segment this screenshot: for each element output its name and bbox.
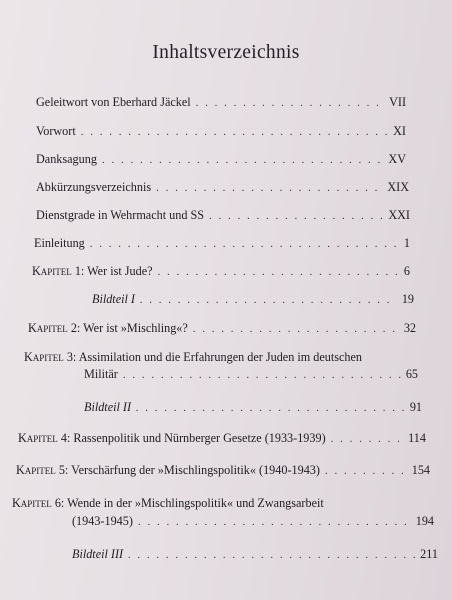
toc-entry-label-continued: (1943-1945) bbox=[72, 514, 133, 528]
leader-dots bbox=[128, 547, 415, 564]
toc-entry bbox=[72, 513, 434, 531]
toc-entry-label: Dienstgrade in Wehrmacht und SS bbox=[36, 208, 205, 222]
chapter-number: Kapitel 3: bbox=[24, 350, 77, 364]
chapter-number: Kapitel 2: bbox=[28, 321, 81, 335]
toc-entry bbox=[28, 320, 416, 338]
toc-entry bbox=[92, 291, 414, 309]
toc-entry-page: VII bbox=[389, 95, 406, 109]
toc-entry bbox=[36, 123, 406, 141]
toc-entry bbox=[18, 430, 426, 448]
page-title: Inhaltsverzeichnis bbox=[152, 42, 300, 63]
leader-dots bbox=[193, 321, 399, 338]
leader-dots bbox=[136, 400, 405, 417]
toc-entry bbox=[32, 263, 410, 281]
toc-entry-page: XIX bbox=[387, 180, 409, 194]
toc-entry-page: 154 bbox=[411, 463, 430, 477]
toc-entry-first-line bbox=[24, 349, 362, 366]
chapter-number: Kapitel 1: bbox=[32, 264, 85, 278]
toc-entry-first-line bbox=[12, 495, 324, 512]
toc-entry-label: Geleitwort von Eberhard Jäckel bbox=[36, 95, 191, 109]
toc-entry-label-continued: Militär bbox=[84, 367, 118, 381]
toc-entry-label: Abkürzungsverzeichnis bbox=[36, 180, 152, 194]
toc-entry-page: 19 bbox=[401, 292, 414, 306]
toc-entry-label: Einleitung bbox=[34, 236, 85, 250]
leader-dots bbox=[156, 180, 382, 197]
toc-entry-page: 32 bbox=[403, 321, 416, 335]
toc-entry bbox=[36, 179, 409, 197]
toc-entry bbox=[36, 207, 410, 225]
leader-dots bbox=[325, 463, 407, 480]
toc-entry-page: XXI bbox=[388, 208, 410, 222]
leader-dots bbox=[209, 208, 383, 225]
toc-entry-label: Rassenpolitik und Nürnberger Gesetze (1933-1939) bbox=[73, 431, 326, 445]
toc-entry-label: Bildteil III bbox=[72, 547, 124, 561]
toc-entry-page: 1 bbox=[403, 236, 410, 250]
leader-dots bbox=[102, 152, 383, 169]
toc-entry-label: Wer ist Jude? bbox=[87, 264, 153, 278]
leader-dots bbox=[158, 264, 399, 281]
leader-dots bbox=[90, 236, 399, 253]
toc-entry bbox=[84, 399, 422, 417]
chapter-number: Kapitel 6: bbox=[12, 496, 65, 510]
leader-dots bbox=[140, 292, 397, 309]
toc-entry bbox=[34, 235, 410, 253]
toc-entry-label: Bildteil I bbox=[92, 292, 135, 306]
toc-entry-page: XI bbox=[393, 124, 406, 138]
toc-entry-page: XV bbox=[388, 152, 406, 166]
leader-dots bbox=[123, 367, 401, 384]
toc-entry bbox=[84, 366, 418, 384]
toc-entry bbox=[16, 462, 430, 480]
toc-entry-label: Wer ist »Mischling«? bbox=[83, 321, 188, 335]
toc-entry-label: Vorwort bbox=[36, 124, 76, 138]
leader-dots bbox=[138, 514, 411, 531]
toc-entry-label: Wende in der »Mischlingspolitik« und Zwangsarbeit bbox=[67, 496, 324, 510]
toc-entry-label: Bildteil II bbox=[84, 400, 132, 414]
toc-entry-page: 65 bbox=[405, 367, 418, 381]
toc-entry-page: 114 bbox=[408, 431, 426, 445]
toc-entry-label: Danksagung bbox=[36, 152, 97, 166]
toc-entry bbox=[36, 94, 406, 112]
toc-entry-page: 91 bbox=[409, 400, 422, 414]
chapter-number: Kapitel 5: bbox=[16, 463, 69, 477]
toc-entry bbox=[72, 546, 438, 564]
leader-dots bbox=[81, 124, 388, 141]
toc-entry-label: Verschärfung der »Mischlingspolitik« (1940-1943) bbox=[71, 463, 320, 477]
leader-dots bbox=[331, 431, 404, 448]
toc-entry-page: 211 bbox=[420, 547, 438, 561]
chapter-number: Kapitel 4: bbox=[18, 431, 71, 445]
toc-entry-page: 6 bbox=[403, 264, 410, 278]
leader-dots bbox=[196, 95, 384, 112]
toc-entry bbox=[36, 151, 406, 169]
toc-entry-page: 194 bbox=[415, 514, 434, 528]
toc-entry-label: Assimilation und die Erfahrungen der Juden im deutschen bbox=[78, 350, 362, 364]
